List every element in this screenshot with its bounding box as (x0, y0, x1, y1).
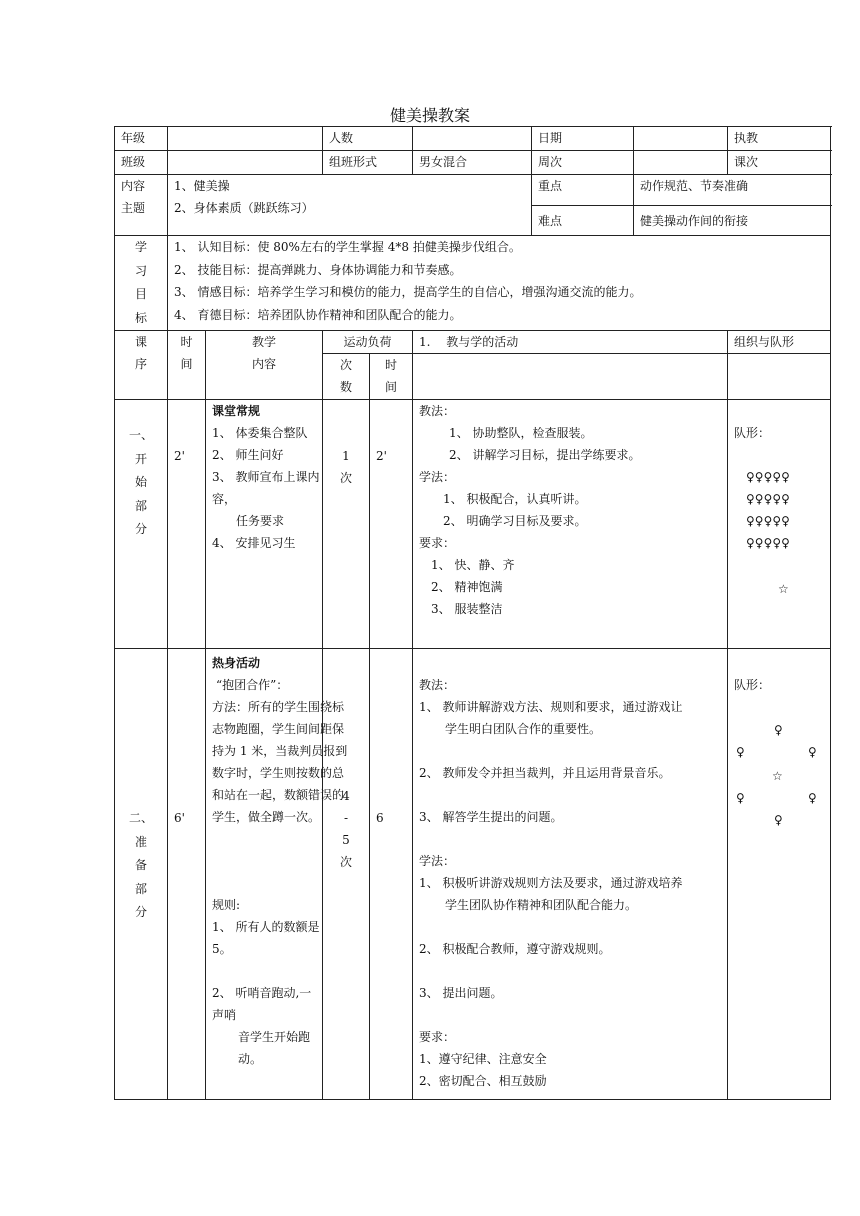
count-label: 人数 (323, 127, 413, 151)
teacher-star: ☆ (772, 769, 783, 783)
female-marker: ♀ (808, 791, 817, 805)
part1-time: 2' (168, 400, 206, 649)
class-value (168, 151, 323, 175)
grade-label: 年级 (115, 127, 168, 151)
part1-load-count: 1 次 (323, 400, 370, 649)
part2-time: 6' (168, 649, 206, 1100)
col-load-time: 时 间 (370, 354, 413, 400)
female-marker: ♀ (736, 791, 745, 805)
col-content: 教学 内容 (206, 331, 323, 400)
part2-load-time: 6 (370, 649, 413, 1100)
class-label: 班级 (115, 151, 168, 175)
teacher-label: 执教 (728, 127, 831, 151)
difficulty-label: 难点 (532, 206, 634, 236)
content-label: 内容 主题 (115, 175, 168, 236)
part2-formation: 队形： ♀ ♀ ♀ ☆ ♀ ♀ ♀ (728, 649, 831, 1100)
lesson-plan-table (114, 126, 831, 1100)
page-title: 健美操教案 (389, 106, 470, 125)
week-value (634, 151, 728, 175)
formation-row: ♀♀♀♀♀ (746, 470, 790, 484)
content-items: 1、健美操 2、身体素质（跳跃练习） (168, 175, 532, 236)
part2-activity: 教法： 1、 教师讲解游戏方法、规则和要求，通过游戏让 学生明白团队合作的重要性。 2、 教师发令并担当裁判，并且运用背景音乐。 3、 解答学生提出的问题。 学法： 1、 积极听讲游戏规则方法及要求，通过游戏培养 学生团队协作精神和团队配合能力。 2、 积极配合教师，遵守游戏规则。 3、 提出问题。 要求： 1、遵守纪律、注意安全 2、密切配合、相互鼓励 (413, 649, 728, 1100)
date-label: 日期 (532, 127, 634, 151)
col-load: 运动负荷 (323, 331, 413, 354)
form-value: 男女混合 (413, 151, 532, 175)
part1-content: 课堂常规 1、 体委集合整队 2、 师生问好 3、 教师宣布上课内容， 任务要求 4、 安排见习生 (206, 400, 323, 649)
goals-list: 1、 认知目标：使 80%左右的学生掌握 4*8 拍健美操步伐组合。 2、 技能目标：提高弹跳力、身体协调能力和节奏感。 3、 情感目标：培养学生学习和模仿的能力，提高学生的自信心，增强沟通交流的能力。 4、 育德目标：培养团队协作精神和团队配合的能力。 (168, 236, 831, 331)
difficulty-value: 健美操动作间的衔接 (634, 206, 831, 236)
date-value (634, 127, 728, 151)
female-marker: ♀ (808, 745, 817, 759)
col-org: 组织与队形 (728, 331, 831, 354)
part2-load-count: 4 - 5 次 (323, 649, 370, 1100)
week-label: 周次 (532, 151, 634, 175)
col-load-count: 次 数 (323, 354, 370, 400)
part1-activity: 教法： 1、 协助整队，检查服装。 2、 讲解学习目标，提出学练要求。 学法： 1、 积极配合，认真听讲。 2、 明确学习目标及要求。 要求： 1、 快、静、齐 2、 精神饱满 3、 服装整洁 (413, 400, 728, 649)
key-value: 动作规范、节奏准确 (634, 175, 831, 206)
female-marker: ♀ (774, 813, 783, 827)
count-value (413, 127, 532, 151)
female-marker: ♀ (736, 745, 745, 759)
key-label: 重点 (532, 175, 634, 206)
part1-label: 一、 开 始 部 分 (115, 400, 168, 649)
part2-label: 二、 准 备 部 分 (115, 649, 168, 1100)
part1-load-time: 2' (370, 400, 413, 649)
form-label: 组班形式 (323, 151, 413, 175)
lesson-label: 课次 (728, 151, 831, 175)
part2-content: 热身活动 “抱团合作”： 方法：所有的学生围绕标 志物跑圈，学生间间距保 持为 1 米，当裁判员报到 数字时，学生则按数的总 和站在一起，数额错误的 学生，做全蹲一次。 规则: 1、 所有人的数额是 5。 2、 听哨音跑动,一声哨 音学生开始跑动。 (206, 649, 323, 1100)
teacher-star: ☆ (778, 582, 789, 596)
col-order: 课 序 (115, 331, 168, 400)
formation-row: ♀♀♀♀♀ (746, 514, 790, 528)
grade-value (168, 127, 323, 151)
female-marker: ♀ (774, 723, 783, 737)
formation-row: ♀♀♀♀♀ (746, 536, 790, 550)
formation-row: ♀♀♀♀♀ (746, 492, 790, 506)
col-time: 时 间 (168, 331, 206, 400)
part1-formation: 队形： ♀♀♀♀♀ ♀♀♀♀♀ ♀♀♀♀♀ ♀♀♀♀♀ ☆ (728, 400, 831, 649)
col-activity: 1. 教与学的活动 (413, 331, 728, 354)
goals-label: 学 习 目 标 (115, 236, 168, 331)
